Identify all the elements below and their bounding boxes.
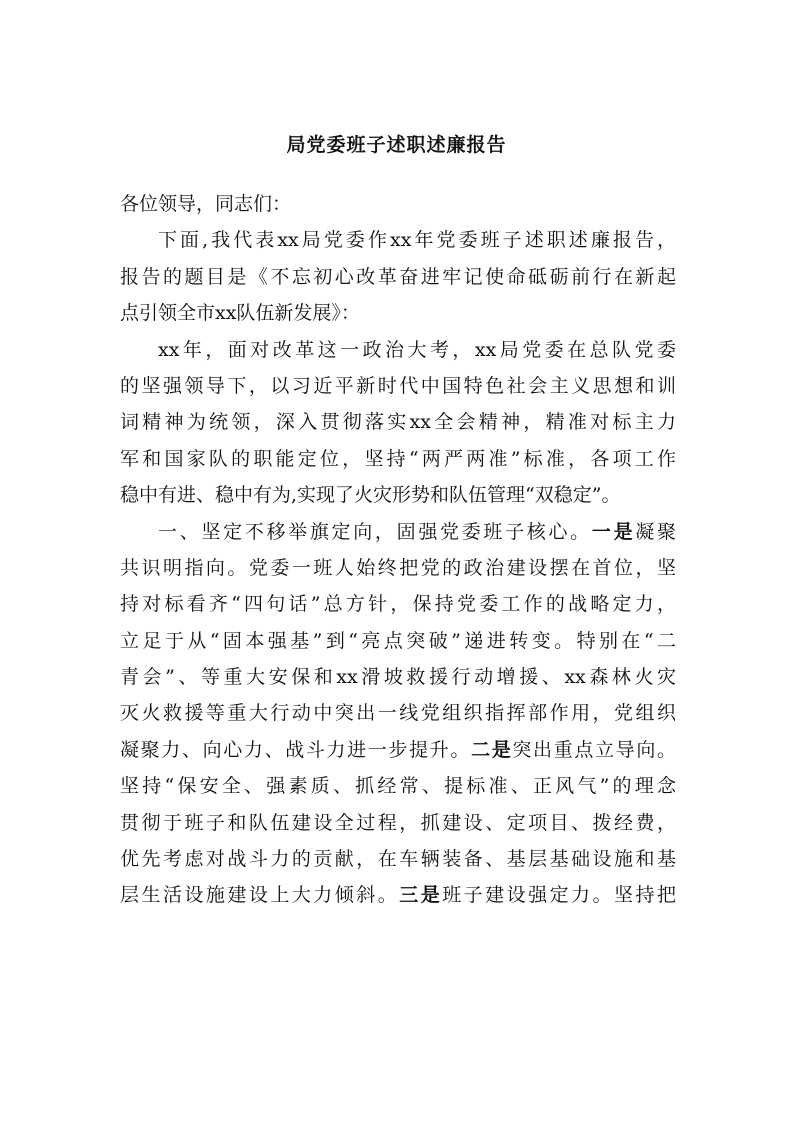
paragraph-3-line-11-tail: 班子建设强定力。坚持把 (442, 884, 676, 907)
paragraph-3-line-7-tail: 突出重点立导向。 (512, 738, 676, 761)
paragraph-3-line-1 (120, 514, 676, 550)
paragraph-3-line-8: 坚持“保安全、强素质、抓经常、提标准、正风气”的理念 (120, 775, 676, 798)
paragraph-2-line-1: xx年，面对改革这一政治大考，xx局党委在总队党委 (158, 338, 676, 361)
paragraph-3-line-9: 贯彻于班子和队伍建设全过程，抓建设、定项目、拨经费， (120, 811, 676, 834)
paragraph-1-line-2: 报告的题目是《不忘初心改革奋进牢记使命砥砺前行在新起 (120, 265, 676, 288)
paragraph-3-line-7 (120, 732, 676, 768)
paragraph-3-line-4: 立足于从“固本强基”到“亮点突破”递进转变。特别在“二 (120, 629, 676, 652)
section-heading-1: 一、坚定不移举旗定向，固强党委班子核心。 (158, 520, 592, 543)
document-title: 局党委班子述职述廉报告 (286, 134, 507, 156)
paragraph-2-line-5: 稳中有进、稳中有为,实现了火灾形势和队伍管理“双稳定”。 (120, 484, 621, 507)
paragraph-3-line-11 (120, 877, 676, 913)
paragraph-3-line-5: 青会”、等重大安保和xx滑坡救援行动增援、xx森林火灾 (120, 666, 676, 689)
paragraph-3-line-11-head: 层生活设施建设上大力倾斜。 (120, 884, 400, 907)
paragraph-3-line-1-tail: 凝聚 (635, 520, 676, 543)
paragraph-3-line-3: 持对标看齐“四句话”总方针，保持党委工作的战略定力， (120, 593, 676, 616)
salutation: 各位领导，同志们： (120, 193, 292, 215)
document-body (120, 186, 676, 914)
point-marker-3: 三是 (399, 884, 443, 907)
paragraph-1-line-1: 下面,我代表xx局党委作xx年党委班子述职述廉报告， (158, 229, 676, 252)
paragraph-2-line-4: 军和国家队的职能定位，坚持“两严两准”标准，各项工作 (120, 447, 676, 470)
point-marker-1: 一是 (591, 520, 636, 543)
paragraph-1-line-3: 点引领全市xx队伍新发展》： (120, 302, 360, 325)
paragraph-2-line-2: 的坚强领导下，以习近平新时代中国特色社会主义思想和训 (120, 374, 676, 397)
paragraph-3-line-10: 优先考虑对战斗力的贡献，在车辆装备、基层基础设施和基 (120, 848, 676, 871)
paragraph-3-line-6: 灭火救援等重大行动中突出一线党组织指挥部作用，党组织 (120, 702, 676, 725)
paragraph-3-line-7-head: 凝聚力、向心力、战斗力进一步提升。 (120, 738, 472, 761)
paragraph-3-line-2: 共识明指向。党委一班人始终把党的政治建设摆在首位，坚 (120, 556, 676, 579)
point-marker-2: 二是 (471, 738, 513, 761)
paragraph-2-line-3: 词精神为统领，深入贯彻落实xx全会精神，精准对标主力 (120, 411, 676, 434)
